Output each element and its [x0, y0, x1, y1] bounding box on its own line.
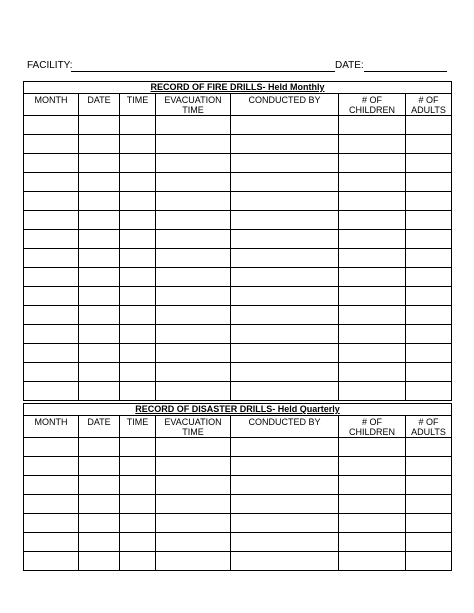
table-row [24, 514, 452, 533]
cell-time[interactable] [120, 135, 156, 154]
table-row [24, 135, 452, 154]
table-row [24, 287, 452, 306]
cell-conducted-by[interactable] [231, 154, 339, 173]
cell-month[interactable] [24, 268, 79, 287]
cell-evacuation-time[interactable] [156, 476, 231, 495]
cell-time[interactable] [120, 363, 156, 382]
table-row [24, 306, 452, 325]
cell-evacuation-time[interactable] [156, 287, 231, 306]
date-label: DATE: [335, 60, 364, 71]
cell-date[interactable] [79, 382, 120, 401]
cell-evacuation-time[interactable] [156, 230, 231, 249]
cell-month[interactable] [24, 192, 79, 211]
cell-conducted-by[interactable] [231, 173, 339, 192]
cell-adults[interactable] [406, 438, 452, 457]
cell-evacuation-time[interactable] [156, 552, 231, 571]
cell-date[interactable] [79, 495, 120, 514]
table-row [24, 476, 452, 495]
column-header-time: TIME [120, 416, 156, 438]
cell-date[interactable] [79, 363, 120, 382]
column-header-month: MONTH [24, 416, 79, 438]
cell-month[interactable] [24, 476, 79, 495]
cell-evacuation-time[interactable] [156, 192, 231, 211]
cell-conducted-by[interactable] [231, 438, 339, 457]
cell-adults[interactable] [406, 325, 452, 344]
cell-evacuation-time[interactable] [156, 363, 231, 382]
table-row [24, 173, 452, 192]
cell-children[interactable] [339, 495, 406, 514]
cell-month[interactable] [24, 457, 79, 476]
form-header [27, 59, 447, 75]
cell-time[interactable] [120, 154, 156, 173]
cell-month[interactable] [24, 363, 79, 382]
cell-date[interactable] [79, 306, 120, 325]
cell-adults[interactable] [406, 552, 452, 571]
column-header-conducted-by: CONDUCTED BY [231, 416, 339, 438]
cell-date[interactable] [79, 230, 120, 249]
cell-adults[interactable] [406, 457, 452, 476]
cell-conducted-by[interactable] [231, 268, 339, 287]
cell-evacuation-time[interactable] [156, 268, 231, 287]
cell-month[interactable] [24, 211, 79, 230]
facility-label: FACILITY: [27, 60, 73, 71]
cell-children[interactable] [339, 552, 406, 571]
cell-time[interactable] [120, 457, 156, 476]
cell-children[interactable] [339, 268, 406, 287]
disaster-drill-rows [24, 438, 452, 571]
cell-conducted-by[interactable] [231, 325, 339, 344]
cell-month[interactable] [24, 344, 79, 363]
table-row [24, 116, 452, 135]
cell-time[interactable] [120, 476, 156, 495]
cell-adults[interactable] [406, 268, 452, 287]
cell-evacuation-time[interactable] [156, 116, 231, 135]
column-header-time: TIME [120, 94, 156, 116]
cell-time[interactable] [120, 344, 156, 363]
cell-evacuation-time[interactable] [156, 533, 231, 552]
cell-date[interactable] [79, 192, 120, 211]
cell-date[interactable] [79, 135, 120, 154]
cell-evacuation-time[interactable] [156, 135, 231, 154]
cell-children[interactable] [339, 192, 406, 211]
cell-evacuation-time[interactable] [156, 438, 231, 457]
cell-evacuation-time[interactable] [156, 382, 231, 401]
cell-time[interactable] [120, 382, 156, 401]
cell-adults[interactable] [406, 287, 452, 306]
table-row [24, 268, 452, 287]
table-row [24, 249, 452, 268]
cell-children[interactable] [339, 457, 406, 476]
cell-month[interactable] [24, 552, 79, 571]
cell-month[interactable] [24, 173, 79, 192]
fire-drill-title: RECORD OF FIRE DRILLS- Held Monthly [24, 82, 452, 94]
cell-children[interactable] [339, 476, 406, 495]
cell-conducted-by[interactable] [231, 249, 339, 268]
cell-time[interactable] [120, 173, 156, 192]
cell-conducted-by[interactable] [231, 306, 339, 325]
cell-time[interactable] [120, 552, 156, 571]
cell-children[interactable] [339, 287, 406, 306]
cell-date[interactable] [79, 533, 120, 552]
cell-date[interactable] [79, 211, 120, 230]
cell-adults[interactable] [406, 211, 452, 230]
cell-time[interactable] [120, 268, 156, 287]
cell-month[interactable] [24, 495, 79, 514]
cell-adults[interactable] [406, 192, 452, 211]
cell-conducted-by[interactable] [231, 287, 339, 306]
table-row [24, 457, 452, 476]
cell-conducted-by[interactable] [231, 192, 339, 211]
cell-evacuation-time[interactable] [156, 154, 231, 173]
cell-children[interactable] [339, 363, 406, 382]
cell-time[interactable] [120, 192, 156, 211]
column-header-month: MONTH [24, 94, 79, 116]
cell-conducted-by[interactable] [231, 116, 339, 135]
column-header-children: # OF CHILDREN [339, 416, 406, 438]
column-header-date: DATE [79, 94, 120, 116]
cell-date[interactable] [79, 268, 120, 287]
cell-month[interactable] [24, 249, 79, 268]
cell-time[interactable] [120, 495, 156, 514]
cell-time[interactable] [120, 249, 156, 268]
disaster-column-headers [24, 416, 452, 438]
cell-children[interactable] [339, 173, 406, 192]
cell-month[interactable] [24, 287, 79, 306]
cell-time[interactable] [120, 325, 156, 344]
cell-adults[interactable] [406, 382, 452, 401]
cell-conducted-by[interactable] [231, 476, 339, 495]
cell-children[interactable] [339, 211, 406, 230]
column-header-date: DATE [79, 416, 120, 438]
cell-month[interactable] [24, 135, 79, 154]
cell-adults[interactable] [406, 135, 452, 154]
cell-date[interactable] [79, 552, 120, 571]
cell-conducted-by[interactable] [231, 495, 339, 514]
cell-date[interactable] [79, 173, 120, 192]
table-row [24, 495, 452, 514]
table-row [24, 363, 452, 382]
cell-month[interactable] [24, 514, 79, 533]
cell-adults[interactable] [406, 230, 452, 249]
cell-children[interactable] [339, 135, 406, 154]
column-header-children: # OF CHILDREN [339, 94, 406, 116]
cell-conducted-by[interactable] [231, 533, 339, 552]
cell-evacuation-time[interactable] [156, 457, 231, 476]
column-header-conducted-by: CONDUCTED BY [231, 94, 339, 116]
fire-drill-table [23, 81, 452, 401]
cell-date[interactable] [79, 514, 120, 533]
cell-month[interactable] [24, 438, 79, 457]
fire-drill-rows [24, 116, 452, 401]
cell-month[interactable] [24, 306, 79, 325]
cell-time[interactable] [120, 514, 156, 533]
cell-date[interactable] [79, 457, 120, 476]
cell-adults[interactable] [406, 154, 452, 173]
cell-children[interactable] [339, 249, 406, 268]
cell-month[interactable] [24, 230, 79, 249]
cell-evacuation-time[interactable] [156, 211, 231, 230]
table-row [24, 438, 452, 457]
cell-time[interactable] [120, 287, 156, 306]
table-row [24, 382, 452, 401]
table-row [24, 154, 452, 173]
cell-children[interactable] [339, 533, 406, 552]
cell-children[interactable] [339, 230, 406, 249]
column-header-evacuation-time: EVACUATION TIME [156, 94, 231, 116]
cell-date[interactable] [79, 344, 120, 363]
cell-children[interactable] [339, 514, 406, 533]
cell-conducted-by[interactable] [231, 211, 339, 230]
cell-month[interactable] [24, 154, 79, 173]
cell-adults[interactable] [406, 173, 452, 192]
table-row [24, 211, 452, 230]
cell-adults[interactable] [406, 344, 452, 363]
cell-evacuation-time[interactable] [156, 495, 231, 514]
cell-date[interactable] [79, 116, 120, 135]
cell-children[interactable] [339, 306, 406, 325]
table-row [24, 230, 452, 249]
cell-time[interactable] [120, 116, 156, 135]
cell-children[interactable] [339, 116, 406, 135]
cell-time[interactable] [120, 306, 156, 325]
table-row [24, 344, 452, 363]
cell-adults[interactable] [406, 363, 452, 382]
column-header-adults: # OF ADULTS [406, 416, 452, 438]
cell-date[interactable] [79, 287, 120, 306]
disaster-drill-title: RECORD OF DISASTER DRILLS- Held Quarterly [24, 404, 452, 416]
cell-conducted-by[interactable] [231, 457, 339, 476]
table-row [24, 533, 452, 552]
cell-date[interactable] [79, 476, 120, 495]
cell-month[interactable] [24, 382, 79, 401]
cell-evacuation-time[interactable] [156, 249, 231, 268]
cell-children[interactable] [339, 438, 406, 457]
cell-adults[interactable] [406, 514, 452, 533]
cell-evacuation-time[interactable] [156, 173, 231, 192]
cell-date[interactable] [79, 438, 120, 457]
cell-date[interactable] [79, 154, 120, 173]
cell-time[interactable] [120, 211, 156, 230]
cell-evacuation-time[interactable] [156, 325, 231, 344]
cell-children[interactable] [339, 382, 406, 401]
table-row [24, 552, 452, 571]
cell-evacuation-time[interactable] [156, 306, 231, 325]
cell-month[interactable] [24, 116, 79, 135]
cell-children[interactable] [339, 344, 406, 363]
cell-adults[interactable] [406, 306, 452, 325]
cell-conducted-by[interactable] [231, 552, 339, 571]
cell-adults[interactable] [406, 533, 452, 552]
cell-conducted-by[interactable] [231, 363, 339, 382]
cell-time[interactable] [120, 438, 156, 457]
cell-conducted-by[interactable] [231, 382, 339, 401]
cell-time[interactable] [120, 533, 156, 552]
cell-children[interactable] [339, 325, 406, 344]
cell-date[interactable] [79, 249, 120, 268]
cell-conducted-by[interactable] [231, 514, 339, 533]
cell-children[interactable] [339, 154, 406, 173]
cell-month[interactable] [24, 325, 79, 344]
column-header-evacuation-time: EVACUATION TIME [156, 416, 231, 438]
cell-evacuation-time[interactable] [156, 344, 231, 363]
disaster-drill-table [23, 403, 452, 571]
cell-conducted-by[interactable] [231, 135, 339, 154]
facility-field[interactable] [71, 71, 335, 72]
cell-time[interactable] [120, 230, 156, 249]
cell-date[interactable] [79, 325, 120, 344]
cell-month[interactable] [24, 533, 79, 552]
date-field[interactable] [364, 71, 447, 72]
cell-adults[interactable] [406, 116, 452, 135]
column-header-adults: # OF ADULTS [406, 94, 452, 116]
cell-evacuation-time[interactable] [156, 514, 231, 533]
table-row [24, 192, 452, 211]
table-row [24, 325, 452, 344]
cell-adults[interactable] [406, 249, 452, 268]
cell-adults[interactable] [406, 476, 452, 495]
cell-adults[interactable] [406, 495, 452, 514]
cell-conducted-by[interactable] [231, 344, 339, 363]
fire-column-headers [24, 94, 452, 116]
cell-conducted-by[interactable] [231, 230, 339, 249]
